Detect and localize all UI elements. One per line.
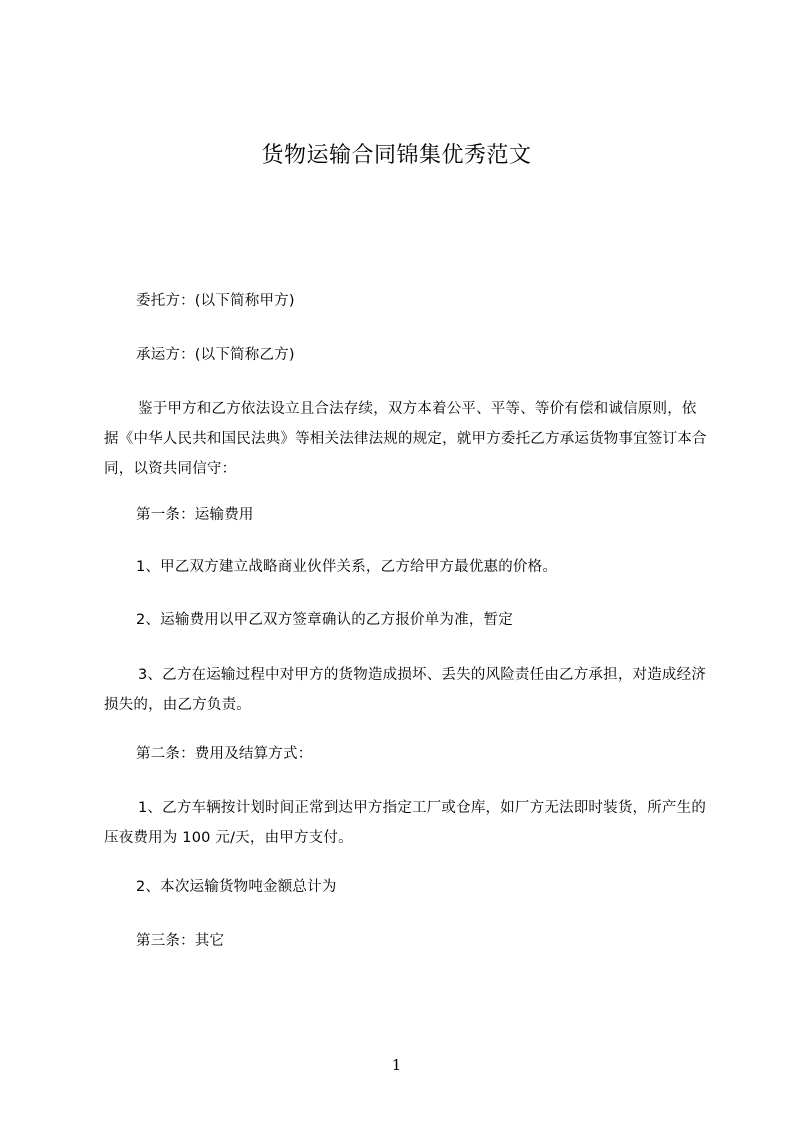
article-2-item-1: 1、乙方车辆按计划时间正常到达甲方指定工厂或仓库，如厂方无法即时装货，所产生的压夜费用为 100 元/天，由甲方支付。 [104,800,707,846]
preamble-paragraph: 鉴于甲方和乙方依法设立且合法存续，双方本着公平、平等、等价有偿和诚信原则，依据《中华人民共和国民法典》等相关法律法规的规定，就甲方委托乙方承运货物事宜签订本合同，以资共同信守： [104,401,707,477]
article-1-item-2: 2、运输费用以甲乙双方签章确认的乙方报价单为准，暂定 [136,612,513,628]
article-1-item-1: 1、甲乙双方建立战略商业伙伴关系，乙方给甲方最优惠的价格。 [136,559,558,575]
client-line: 委托方：(以下简称甲方) [136,293,295,309]
article-1-item-3: 3、乙方在运输过程中对甲方的货物造成损坏、丢失的风险责任由乙方承担，对造成经济损失的，由乙方负责。 [104,667,707,713]
article-2-heading: 第二条：费用及结算方式： [136,746,313,762]
article-1-heading: 第一条：运输费用 [136,507,254,523]
article-3-heading: 第三条：其它 [136,933,225,949]
document-title: 货物运输合同锦集优秀范文 [261,143,532,168]
article-2-item-2: 2、本次运输货物吨金额总计为 [136,879,337,895]
page-number: 1 [391,1056,402,1074]
carrier-line: 承运方：(以下简称乙方) [136,347,295,363]
